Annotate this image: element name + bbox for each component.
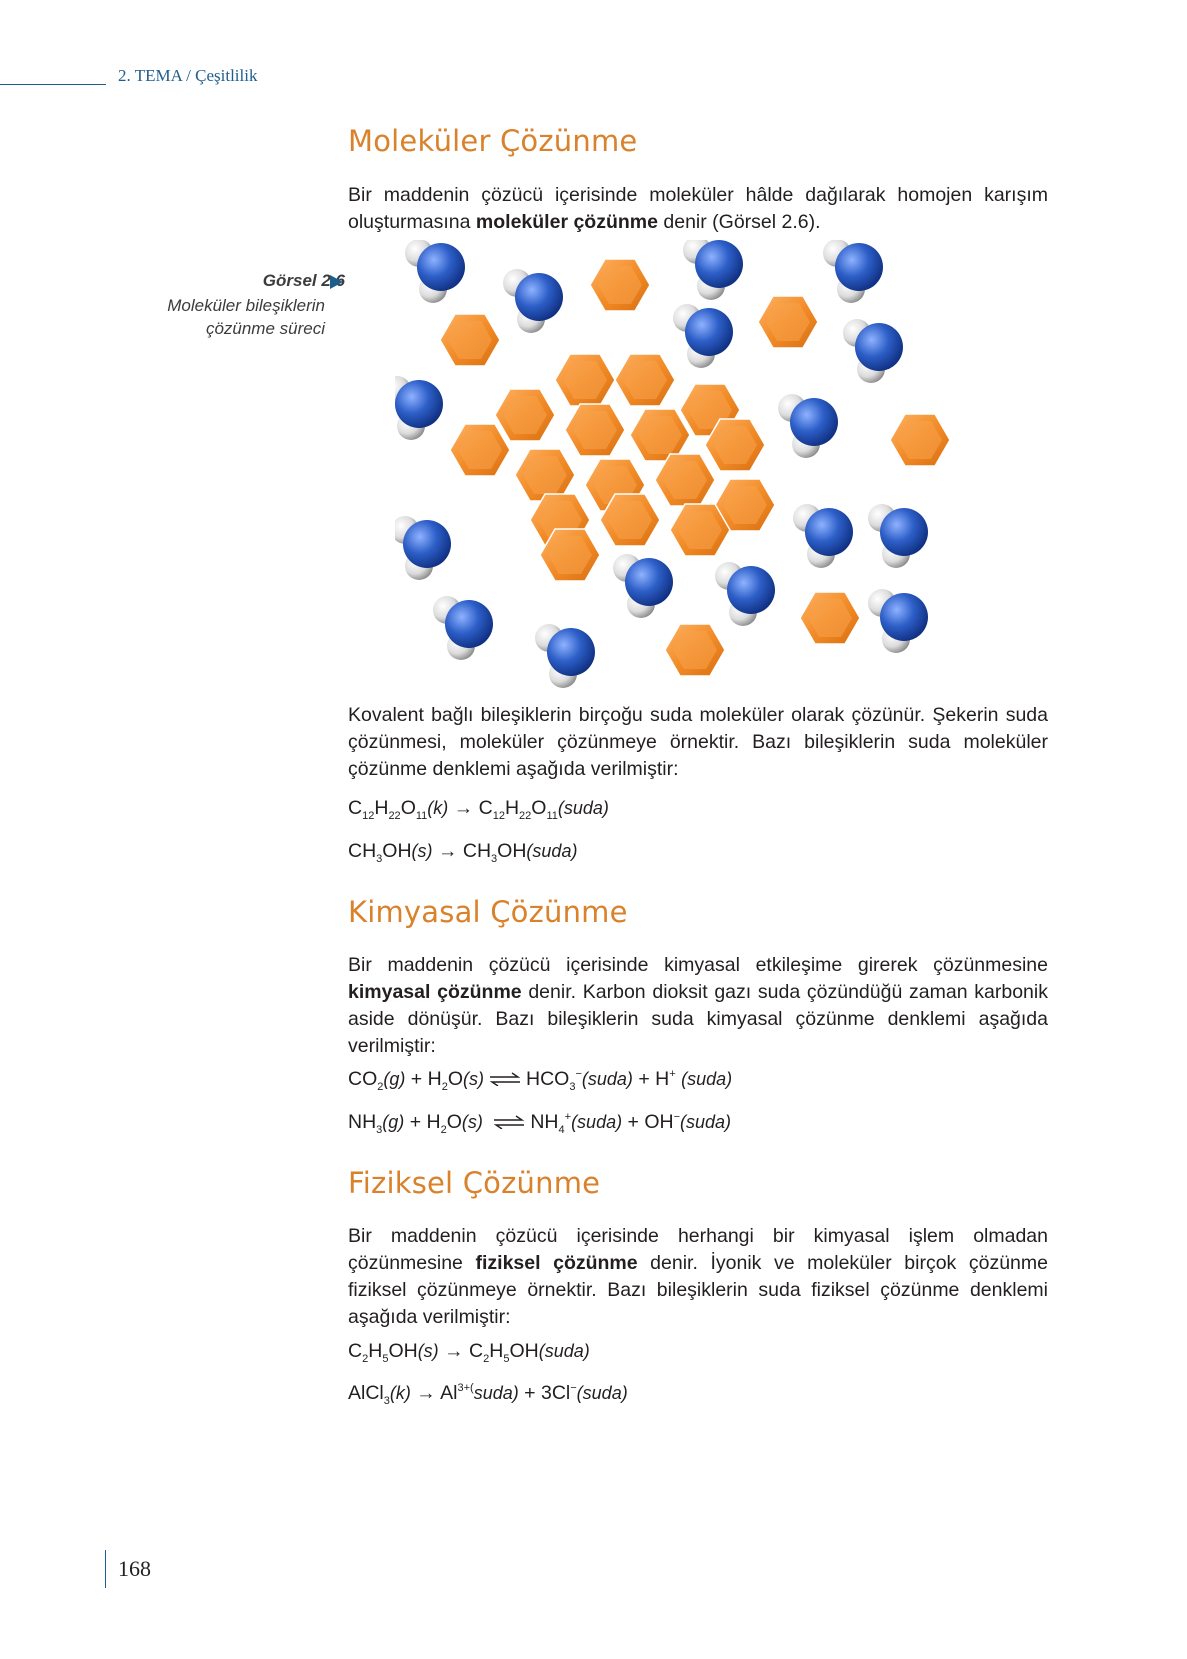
- equation-ethanol: $C_2H_5OH(s)$ → $C_2H_5OH(suda)$: [348, 1340, 590, 1365]
- footer-rule: [105, 1550, 106, 1588]
- paragraph-chemical: Bir maddenin çözücü içerisinde kimyasal etkileşime girerek çözünmesine kimyasal çözünme denir. Karbon dioksit gazı suda çözündüğü zaman karbonik aside dönüşür. Bazı bileşiklerin suda kimyasal çözünme denklemi aşağıda verilmiştir:: [348, 954, 1048, 1057]
- figure-caption-line-2: çözünme süreci: [205, 319, 325, 338]
- heading-chemical: Kimyasal Çözünme: [348, 895, 628, 929]
- figure-pointer-icon: [330, 275, 343, 289]
- equation-methanol: $CH_3OH(s)$ → $CH_3OH(suda)$: [348, 840, 578, 865]
- paragraph-molecular-definition: Bir maddenin çözücü içerisinde moleküler hâlde dağılarak homojen karışım oluşturmasına moleküler çözünme denir (Görsel 2.6).: [348, 184, 1048, 233]
- equilibrium-arrow-icon: [492, 1115, 526, 1129]
- equation-carbon-dioxide: $CO_2(g) + H_2O(s)$ $HCO_3^-(suda) + H^+$ (suda): [348, 1068, 733, 1093]
- equation-sucrose: $C_{12}H_{22}O_{11}(k)$ → $C_{12}H_{22}O_{11}(suda)$: [348, 797, 609, 822]
- equation-ammonia: $NH_3(g) + H_2O(s)$ $NH_4^+(suda)$ + OH−(suda): [348, 1111, 732, 1136]
- figure-label: Görsel 2.6: [262, 271, 345, 290]
- dissolution-illustration: [395, 240, 1005, 715]
- header-rule: [0, 84, 106, 85]
- paragraph-molecular-examples: Kovalent bağlı bileşiklerin birçoğu suda moleküler olarak çözünür. Şekerin suda çözünmesi, moleküler çözünmeye örnektir. Bazı bileşiklerin suda moleküler çözünme denklemi aşağıda verilmiştir:: [348, 704, 1048, 780]
- equilibrium-arrow-icon: [488, 1072, 522, 1086]
- sugar-crystal-cluster: [495, 354, 775, 556]
- figure-caption-line-1: Moleküler bileşiklerin: [167, 296, 325, 315]
- heading-molecular: Moleküler Çözünme: [348, 124, 638, 158]
- paragraph-physical: Bir maddenin çözücü içerisinde herhangi bir kimyasal işlem olmadan çözünmesine fiziksel çözünme denir. İyonik ve moleküler birçok çözünme fiziksel çözünmeye örnektir. Bazı bileşiklerin suda fiziksel çözünme denklemi aşağıda verilmiştir:: [348, 1225, 1048, 1328]
- page-number: 168: [118, 1556, 151, 1581]
- equation-aluminium-chloride: AlCl$_3$(k) → $Al^{3+(}suda$) + 3Cl−(suda): [348, 1382, 628, 1407]
- running-header: 2. TEMA / Çeşitlilik: [118, 66, 258, 85]
- heading-physical: Fiziksel Çözünme: [348, 1166, 601, 1200]
